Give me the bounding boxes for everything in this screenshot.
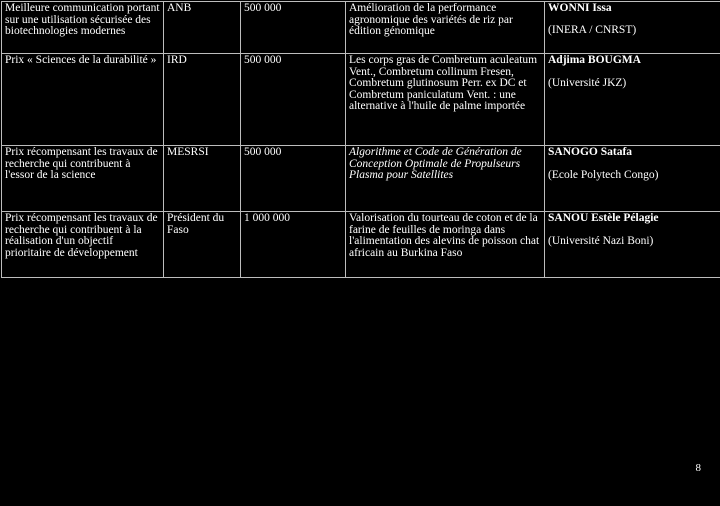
prize-cell: Prix « Sciences de la durabilité »	[2, 54, 164, 146]
prize-cell: Meilleure communication portant sur une utilisation sécurisée des biotechnologies modernes	[2, 2, 164, 54]
winner-cell	[545, 212, 720, 278]
table-row	[2, 2, 720, 54]
winner-institution: (Université Nazi Boni)	[548, 234, 654, 247]
page-number: 8	[695, 462, 701, 474]
winner-institution: (INERA / CNRST)	[548, 23, 637, 36]
amount-cell: 500 000	[241, 2, 346, 54]
sponsor-cell: IRD	[164, 54, 241, 146]
table-row	[2, 146, 720, 212]
amount-cell: 500 000	[241, 146, 346, 212]
table-row	[2, 54, 720, 146]
work-title-cell: Les corps gras de Combretum aculeatum Vent., Combretum collinum Fresen, Combretum glutinosum Perr. ex DC et Combretum paniculatum Vent. : une alternative à l'huile de palme importée	[346, 54, 545, 146]
work-title-cell: Algorithme et Code de Génération de Conception Optimale de Propulseurs Plasma pour Satellites	[346, 146, 545, 212]
winner-name: Adjima BOUGMA	[548, 54, 641, 66]
work-title-cell: Amélioration de la performance agronomique des variétés de riz par édition génomique	[346, 2, 545, 54]
prize-cell: Prix récompensant les travaux de recherche qui contribuent à la réalisation d'un objectif prioritaire de développement	[2, 212, 164, 278]
sponsor-cell: MESRSI	[164, 146, 241, 212]
winner-name: SANOGO Satafa	[548, 146, 633, 158]
awards-table	[1, 1, 720, 278]
winner-name: SANOU Estèle Pélagie	[548, 212, 659, 224]
winner-name: WONNI Issa	[548, 2, 612, 14]
table-row	[2, 212, 720, 278]
amount-cell: 500 000	[241, 54, 346, 146]
prize-cell: Prix récompensant les travaux de recherche qui contribuent à l'essor de la science	[2, 146, 164, 212]
winner-institution: (Université JKZ)	[548, 76, 627, 89]
awards-table-container	[1, 1, 719, 278]
sponsor-cell: Président du Faso	[164, 212, 241, 278]
winner-cell	[545, 54, 720, 146]
amount-cell: 1 000 000	[241, 212, 346, 278]
winner-cell	[545, 2, 720, 54]
work-title-cell: Valorisation du tourteau de coton et de la farine de feuilles de moringa dans l'alimentation des alevins de poisson chat africain au Burkina Faso	[346, 212, 545, 278]
winner-cell	[545, 146, 720, 212]
sponsor-cell: ANB	[164, 2, 241, 54]
winner-institution: (Ecole Polytech Congo)	[548, 168, 659, 181]
